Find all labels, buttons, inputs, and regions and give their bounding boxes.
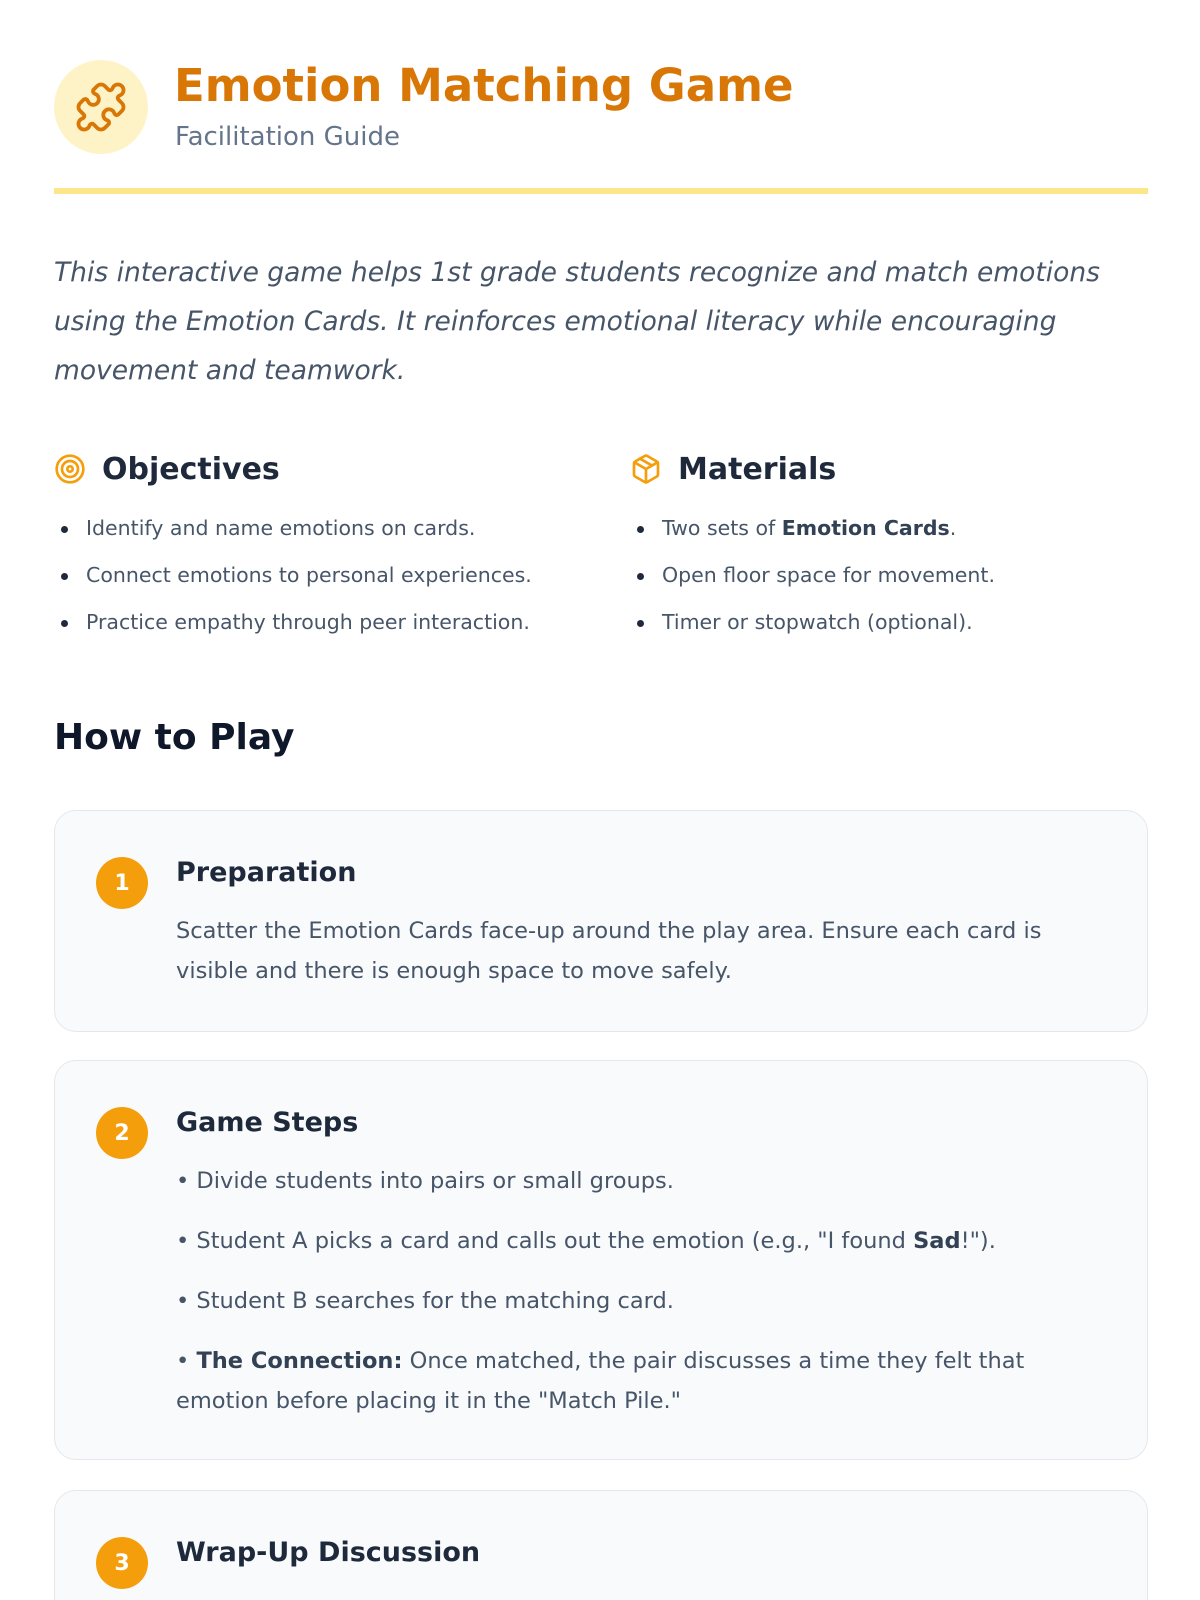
list-item: Identify and name emotions on cards. (54, 514, 532, 561)
step-line: • Divide students into pairs or small groups. (176, 1168, 674, 1194)
list-item: Connect emotions to personal experiences. (54, 561, 532, 608)
box-icon (630, 453, 662, 485)
puzzle-icon (54, 60, 148, 154)
list-item: Two sets of Emotion Cards. (630, 514, 995, 561)
intro-paragraph: This interactive game helps 1st grade students recognize and match emotions using the Emotion Cards. It reinforces emotional literacy while encouraging movement and teamwork. (54, 257, 1100, 386)
step-title: Wrap-Up Discussion (176, 1537, 481, 1568)
step-number-badge: 2 (96, 1107, 148, 1159)
page-title: Emotion Matching Game (174, 59, 794, 112)
step-title: Game Steps (176, 1107, 359, 1138)
step-card-wrap-up (54, 1490, 1148, 1600)
step-line: • Student B searches for the matching card. (176, 1288, 674, 1314)
materials-title: Materials (678, 451, 837, 487)
page-subtitle: Facilitation Guide (175, 122, 401, 152)
list-item: Practice empathy through peer interaction. (54, 608, 532, 655)
step-line: • The Connection: Once matched, the pair discusses a time they felt that emotion before placing it in the "Match Pile." (176, 1348, 1025, 1414)
objectives-heading (54, 448, 280, 490)
list-item: Open floor space for movement. (630, 561, 995, 608)
how-to-play-heading: How to Play (54, 717, 295, 758)
materials-list (630, 514, 995, 655)
target-icon (54, 453, 86, 485)
step-line: • Student A picks a card and calls out the emotion (e.g., "I found Sad!"). (176, 1228, 996, 1254)
step-number-badge: 1 (96, 857, 148, 909)
step-title: Preparation (176, 857, 357, 888)
page-header (54, 60, 1148, 194)
step-card-preparation (54, 810, 1148, 1032)
objectives-list (54, 514, 532, 655)
step-card-game-steps (54, 1060, 1148, 1460)
list-item: Timer or stopwatch (optional). (630, 608, 995, 655)
step-text: Scatter the Emotion Cards face-up around the play area. Ensure each card is visible and there is enough space to move safely. (176, 918, 1042, 984)
step-number-badge: 3 (96, 1537, 148, 1589)
objectives-title: Objectives (102, 451, 280, 487)
materials-heading (630, 448, 836, 490)
